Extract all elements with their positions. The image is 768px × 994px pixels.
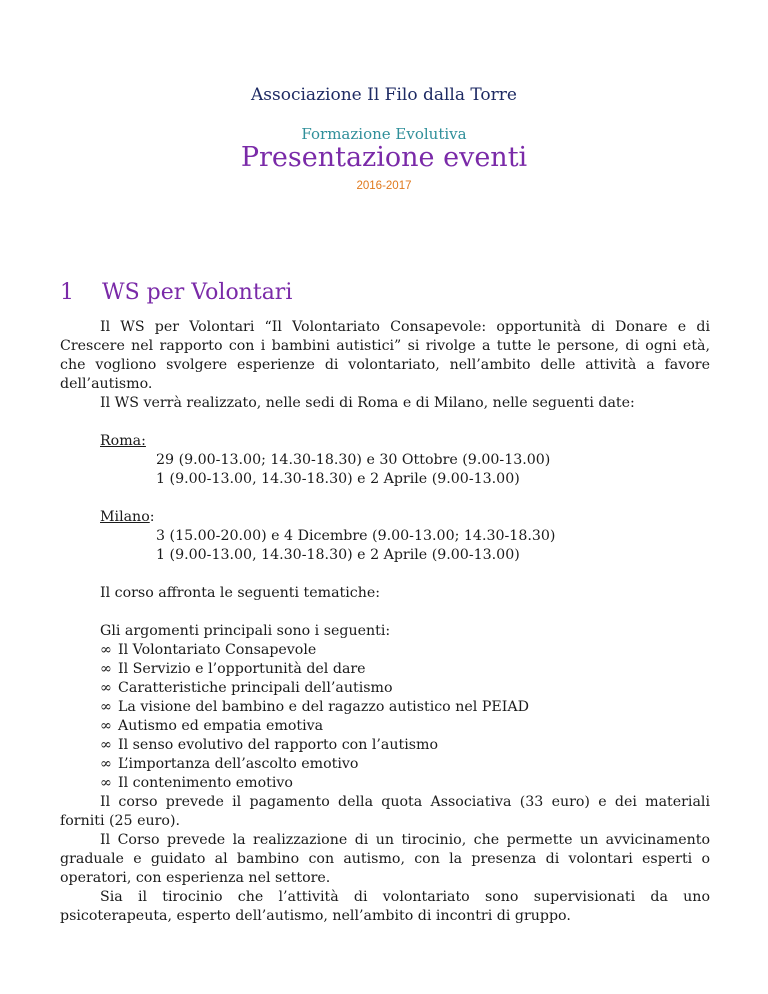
topics-intro: Il corso affronta le seguenti tematiche: — [100, 585, 381, 601]
infinity-bullet-icon: ∞ — [100, 680, 112, 696]
infinity-bullet-icon: ∞ — [100, 699, 112, 715]
infinity-bullet-icon: ∞ — [100, 642, 112, 658]
roma-block — [100, 432, 710, 489]
list-item: ∞ Il Volontariato Consapevole — [100, 642, 317, 658]
kicker-subtitle: Formazione Evolutiva — [301, 125, 467, 143]
section-body — [60, 318, 710, 926]
roma-date-line: 29 (9.00-13.00; 14.30-18.30) e 30 Ottobre (9.00-13.00) — [156, 452, 551, 468]
intro-paragraph: Il WS per Volontari “Il Volontariato Consapevole: opportunità di Donare e di Crescere nel rapporto con i bambini autistici” si rivolge a tutte le persone, di ogni età, che vogliono svolgere esperienze di volontariato, nell’ambito delle attività a favore dell’autismo. — [60, 319, 710, 392]
milano-label-colon: : — [149, 509, 155, 525]
roma-label: Roma: — [100, 433, 146, 449]
supervision-paragraph: Sia il tirocinio che l’attività di volontariato sono supervisionati da uno psicoterapeuta, esperto dell’autismo, nell’ambito di incontri di gruppo. — [60, 889, 710, 924]
page-title: Presentazione eventi — [240, 142, 528, 173]
topics-list — [100, 641, 710, 793]
internship-paragraph: Il Corso prevede la realizzazione di un tirocinio, che permette un avvicinamento graduale e guidato al bambino con autismo, con la presenza di volontari esperti o operatori, con esperienza nel settore. — [60, 832, 710, 886]
fee-paragraph: Il corso prevede il pagamento della quota Associativa (33 euro) e dei materiali forniti (25 euro). — [60, 794, 710, 829]
list-item: ∞ Autismo ed empatia emotiva — [100, 718, 324, 734]
milano-date-line: 1 (9.00-13.00, 14.30-18.30) e 2 Aprile (9.00-13.00) — [156, 547, 520, 563]
infinity-bullet-icon: ∞ — [100, 718, 112, 734]
section-heading — [60, 280, 292, 305]
section-number: 1 — [60, 280, 74, 305]
section-title: WS per Volontari — [102, 280, 293, 305]
infinity-bullet-icon: ∞ — [100, 737, 112, 753]
years-label: 2016-2017 — [356, 180, 412, 192]
dates-intro: Il WS verrà realizzato, nelle sedi di Roma e di Milano, nelle seguenti date: — [100, 395, 635, 411]
milano-block — [100, 508, 710, 565]
infinity-bullet-icon: ∞ — [100, 775, 112, 791]
milano-date-line: 3 (15.00-20.00) e 4 Dicembre (9.00-13.00; 14.30-18.30) — [156, 528, 556, 544]
milano-label: Milano — [100, 509, 150, 525]
infinity-bullet-icon: ∞ — [100, 756, 112, 772]
main-topics-intro: Gli argomenti principali sono i seguenti: — [100, 623, 391, 639]
infinity-bullet-icon: ∞ — [100, 661, 112, 677]
list-item: ∞ Caratteristiche principali dell’autismo — [100, 680, 393, 696]
list-item: ∞ Il senso evolutivo del rapporto con l’autismo — [100, 737, 439, 753]
list-item: ∞ La visione del bambino e del ragazzo autistico nel PEIAD — [100, 699, 529, 715]
list-item: ∞ Il contenimento emotivo — [100, 775, 293, 791]
list-item: ∞ L’importanza dell’ascolto emotivo — [100, 756, 359, 772]
organization-name: Associazione Il Filo dalla Torre — [251, 85, 517, 105]
list-item: ∞ Il Servizio e l’opportunità del dare — [100, 661, 366, 677]
roma-date-line: 1 (9.00-13.00, 14.30-18.30) e 2 Aprile (9.00-13.00) — [156, 471, 520, 487]
